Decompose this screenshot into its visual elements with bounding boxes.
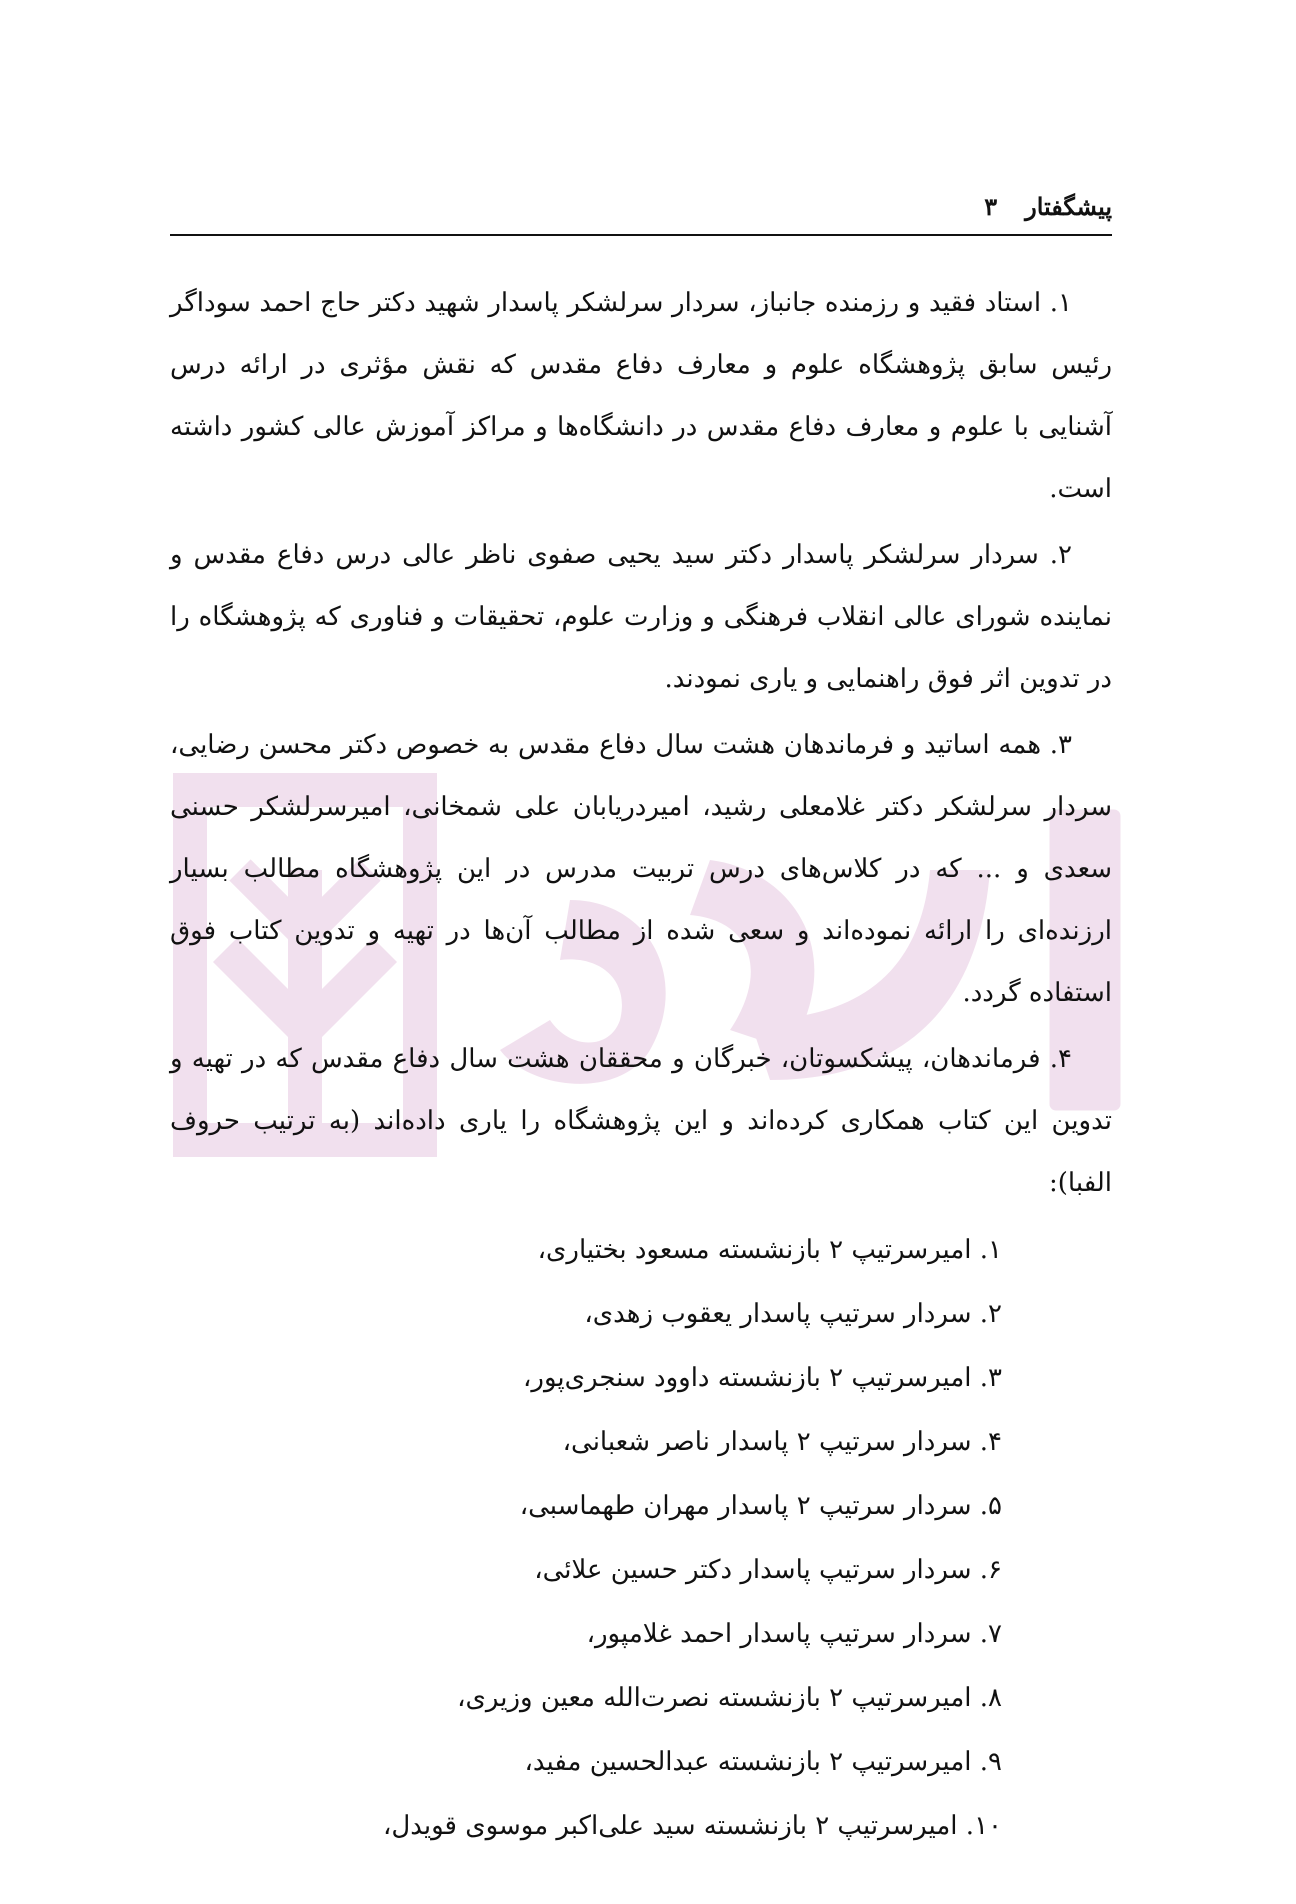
list-item: ۱. امیرسرتیپ ۲ بازنشسته مسعود بختیاری، — [537, 1235, 1002, 1265]
list-item: ۸. امیرسرتیپ ۲ بازنشسته نصرت‌الله معین وزیری، — [457, 1683, 1002, 1713]
preface-body — [170, 272, 1112, 1858]
page-number: ۳ — [984, 191, 998, 221]
chapter-title: پیشگفتار — [1025, 191, 1112, 221]
list-item: ۱۰. امیرسرتیپ ۲ بازنشسته سید علی‌اکبر موسوی قویدل، — [382, 1811, 1002, 1841]
running-header — [170, 186, 1112, 226]
header-rule — [170, 234, 1112, 236]
paragraph-4: ۴. فرماندهان، پیشکسوتان، خبرگان و محققان هشت سال دفاع مقدس که در تهیه و تدوین این کتاب همکاری کرده‌اند و این پژوهشگاه را یاری داده‌اند (به ترتیب حروف الفبا): — [170, 1044, 1112, 1198]
list-item: ۴. سردار سرتیپ ۲ پاسدار ناصر شعبانی، — [562, 1427, 1002, 1457]
paragraph-3: ۳. همه اساتید و فرماندهان هشت سال دفاع مقدس به خصوص دکتر محسن رضایی، سردار سرلشکر دکتر غلامعلی رشید، امیردریابان علی شمخانی، امیرسرلشکر حسنی سعدی و ... که در کلاس‌های درس تربیت مدرس در این پژوهشگاه مطالب بسیار ارزنده‌ای را ارائه نموده‌اند و سعی شده از مطالب آن‌ها در تهیه و تدوین کتاب فوق استفاده گردد. — [170, 730, 1112, 1008]
list-item: ۵. سردار سرتیپ ۲ پاسدار مهران طهماسبی، — [519, 1491, 1002, 1521]
list-item: ۳. امیرسرتیپ ۲ بازنشسته داوود سنجری‌پور، — [523, 1363, 1002, 1393]
list-item: ۲. سردار سرتیپ پاسدار یعقوب زهدی، — [584, 1299, 1002, 1329]
paragraph-2: ۲. سردار سرلشکر پاسدار دکتر سید یحیی صفوی ناظر عالی درس دفاع مقدس و نماینده شورای عالی انقلاب فرهنگی و وزارت علوم، تحقیقات و فناوری که پژوهشگاه را در تدوین اثر فوق راهنمایی و یاری نمودند. — [170, 540, 1112, 694]
list-item: ۷. سردار سرتیپ پاسدار احمد غلامپور، — [586, 1619, 1002, 1649]
list-item: ۹. امیرسرتیپ ۲ بازنشسته عبدالحسین مفید، — [524, 1747, 1002, 1777]
paragraph-1: ۱. استاد فقید و رزمنده جانباز، سردار سرلشکر پاسدار شهید دکتر حاج احمد سوداگر رئیس سابق پژوهشگاه علوم و معارف دفاع مقدس که نقش مؤثری در ارائه درس آشنایی با علوم و معارف دفاع مقدس در دانشگاه‌ها و مراکز آموزش عالی کشور داشته است. — [170, 288, 1112, 504]
contributors-list — [170, 1218, 1112, 1858]
list-item: ۶. سردار سرتیپ پاسدار دکتر حسین علائی، — [534, 1555, 1002, 1585]
